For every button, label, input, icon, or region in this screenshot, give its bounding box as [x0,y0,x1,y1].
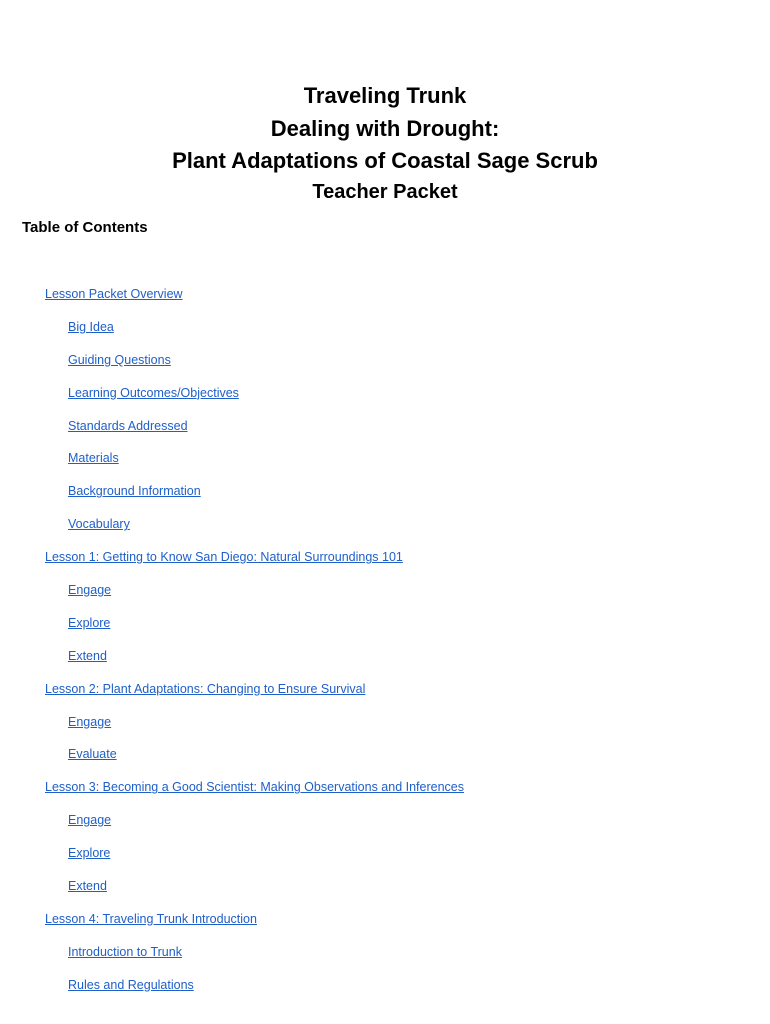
toc-entry [0,713,464,746]
toc-subsection-link[interactable]: Introduction to Trunk [68,944,182,959]
toc-entry [0,581,464,614]
toc-subsection-link[interactable]: Big Idea [68,319,114,334]
toc-entry [0,844,464,877]
toc-entry [0,877,464,910]
title-line-2: Dealing with Drought: [270,115,500,141]
toc-section-link[interactable]: Lesson 2: Plant Adaptations: Changing to Ensure Survival [45,681,366,696]
toc-subsection-link[interactable]: Extend [68,879,107,894]
toc-entry [0,285,464,318]
toc-entry [0,384,464,417]
toc-entry [0,318,464,351]
table-of-contents [0,285,464,1009]
toc-section-link[interactable]: Lesson 1: Getting to Know San Diego: Natural Surroundings 101 [45,550,403,565]
toc-section-link[interactable]: Lesson 3: Becoming a Good Scientist: Making Observations and Inferences [45,780,464,795]
title-line-3: Plant Adaptations of Coastal Sage Scrub [172,148,598,173]
toc-entry [0,910,464,943]
toc-subsection-link[interactable]: Rules and Regulations [68,977,194,992]
title-line-1: Traveling Trunk [303,83,467,108]
title-block [0,80,770,206]
toc-entry [0,482,464,515]
toc-subsection-link[interactable]: Evaluate [68,747,117,762]
toc-section-link[interactable]: Lesson Packet Overview [45,287,183,301]
toc-subsection-link[interactable]: Engage [68,714,112,729]
toc-entry [0,745,464,778]
toc-subsection-link[interactable]: Standards Addressed [68,418,188,433]
toc-subsection-link[interactable]: Vocabulary [68,517,130,532]
toc-heading: Table of Contents [22,219,148,236]
toc-entry [0,417,464,450]
toc-subsection-link[interactable]: Explore [68,846,111,861]
toc-subsection-link[interactable]: Learning Outcomes/Objectives [68,385,239,400]
toc-subsection-link[interactable]: Materials [68,451,119,466]
toc-subsection-link[interactable]: Engage [68,813,112,828]
toc-subsection-link[interactable]: Background Information [68,484,201,499]
toc-entry [0,647,464,680]
toc-subsection-link[interactable]: Guiding Questions [68,352,171,367]
toc-entry [0,811,464,844]
toc-entry [0,449,464,482]
toc-subsection-link[interactable]: Engage [68,583,112,598]
toc-entry [0,351,464,384]
toc-entry [0,515,464,548]
subtitle: Teacher Packet [312,180,458,203]
toc-subsection-link[interactable]: Extend [68,648,107,663]
toc-section-link[interactable]: Lesson 4: Traveling Trunk Introduction [45,911,257,926]
toc-entry [0,976,464,1009]
toc-entry [0,778,464,811]
toc-entry [0,943,464,976]
toc-subsection-link[interactable]: Explore [68,615,111,630]
toc-entry [0,614,464,647]
toc-entry [0,548,464,581]
toc-entry [0,680,464,713]
